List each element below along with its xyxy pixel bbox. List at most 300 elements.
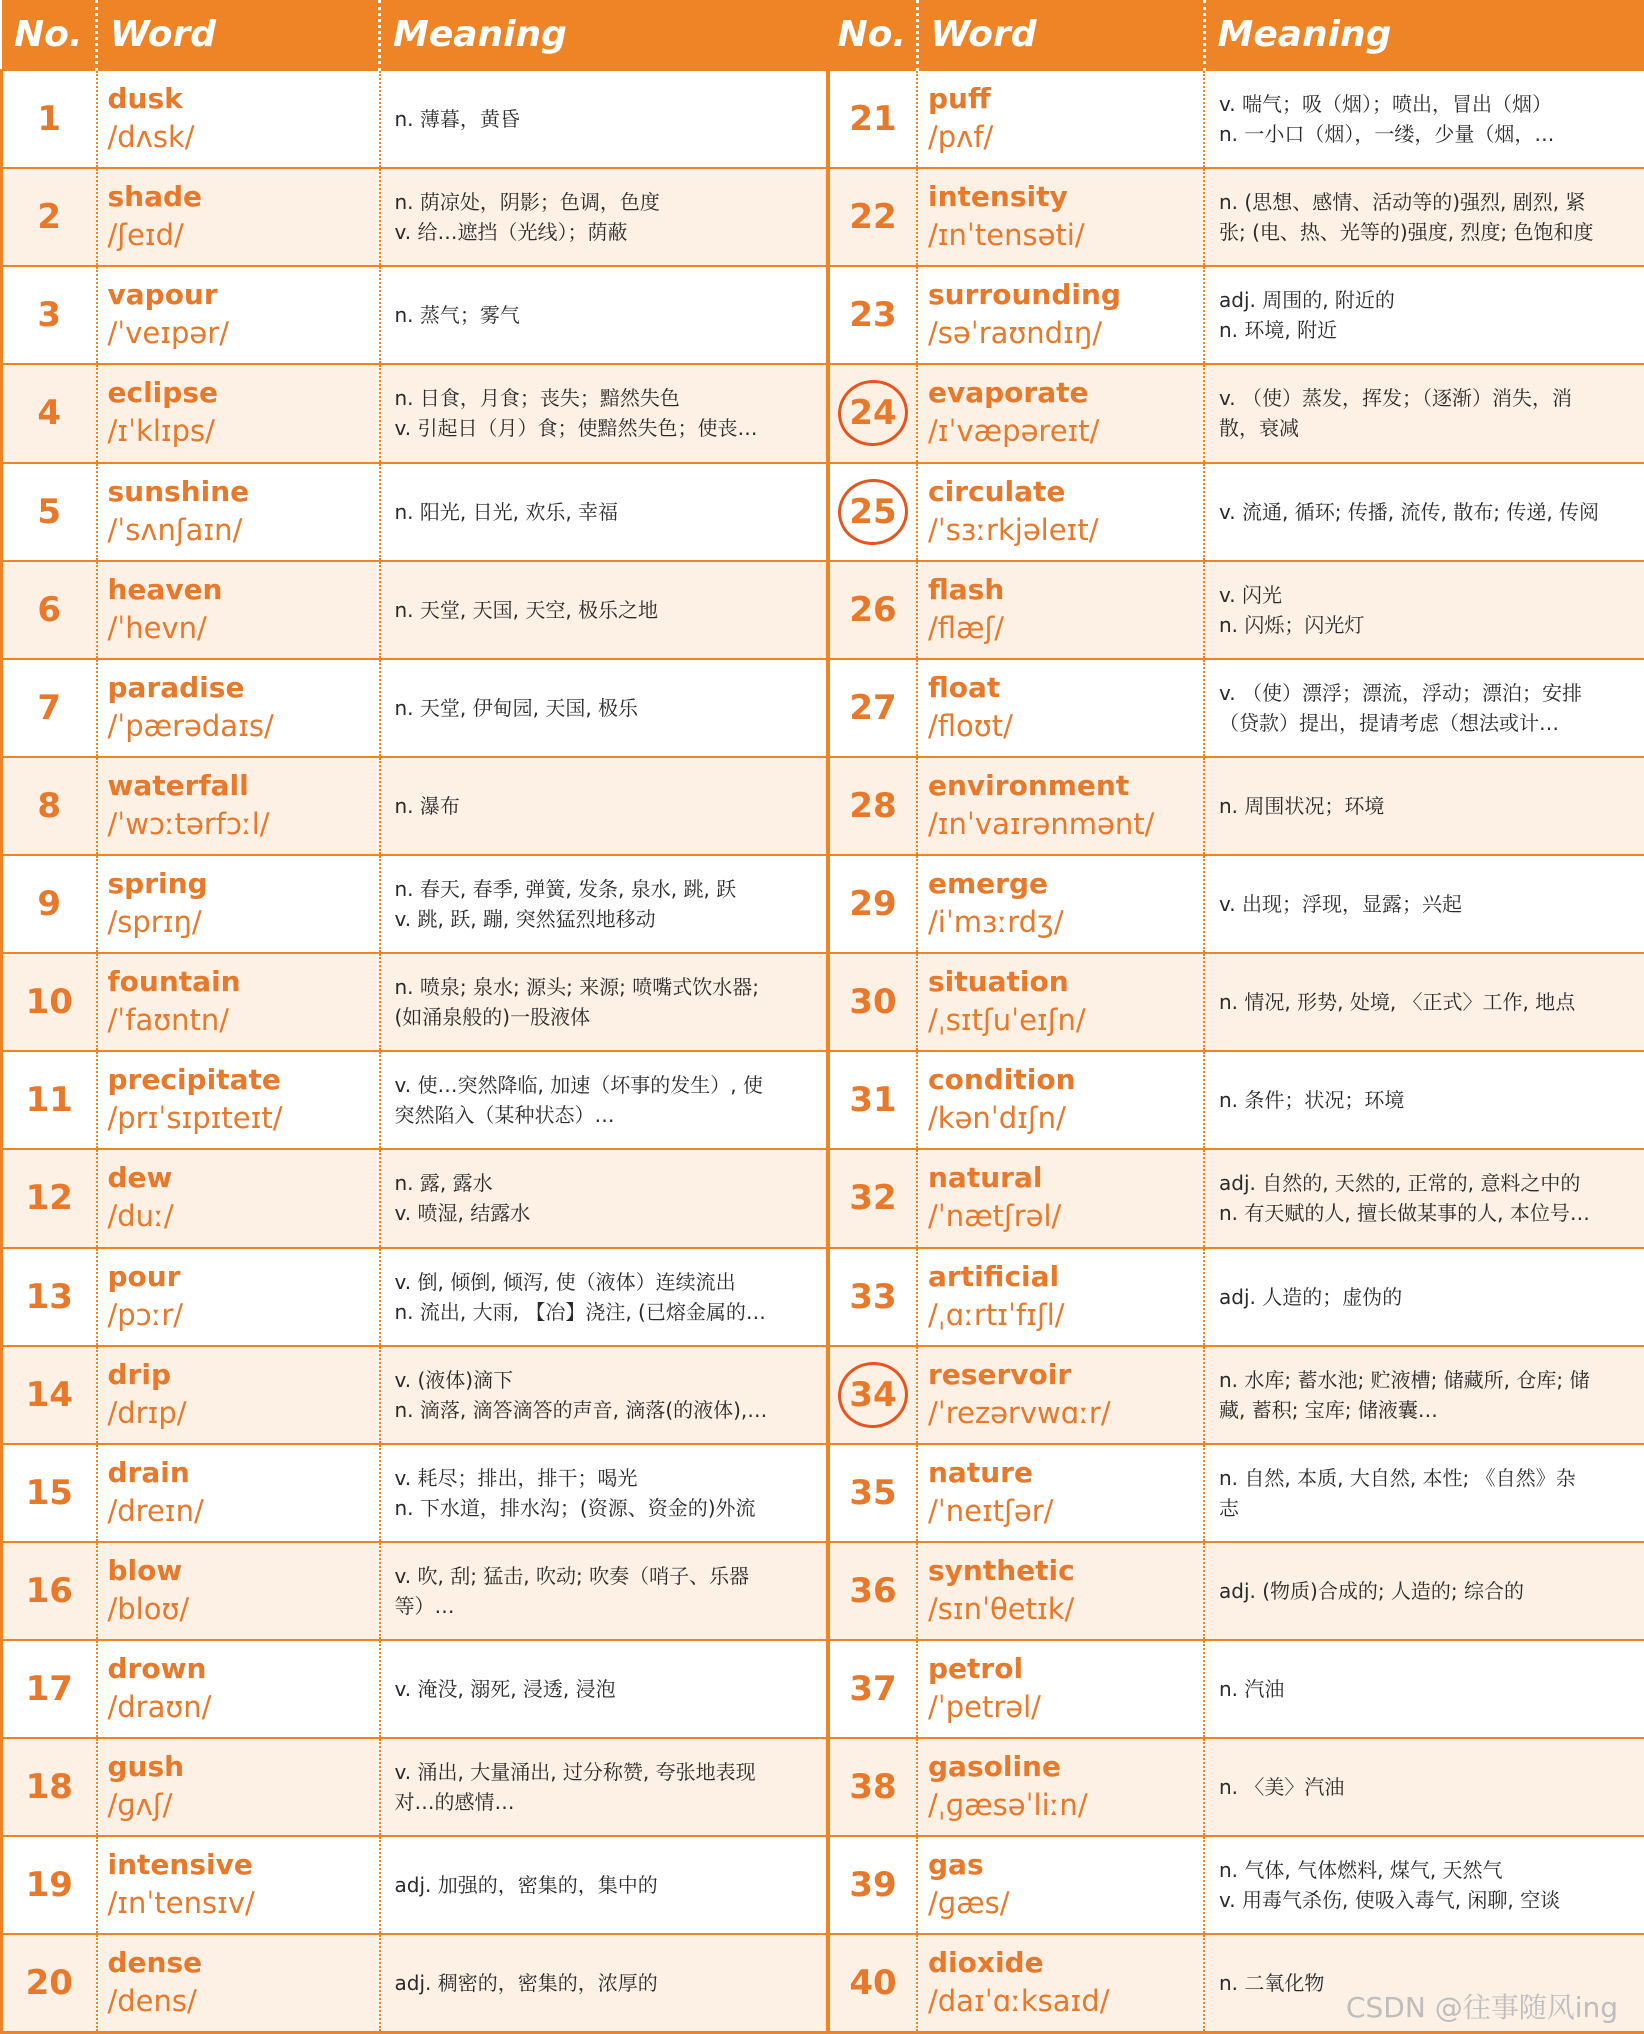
table-row <box>2 1934 828 2032</box>
meaning-line: n. 阳光, 日光, 欢乐, 幸福 <box>394 499 619 524</box>
meaning-line: adj. 周围的, 附近的 <box>1219 288 1395 313</box>
word-text: puff <box>928 82 991 116</box>
table-row <box>2 1346 828 1444</box>
entry-number-text: 21 <box>849 99 897 140</box>
phonetic-text: /flæʃ/ <box>928 610 1005 645</box>
meaning-line: n. 天堂, 伊甸园, 天国, 极乐 <box>394 695 639 720</box>
word-cell <box>917 1640 1204 1738</box>
word-text: spring <box>107 867 208 901</box>
entry-number <box>828 1051 917 1149</box>
word-cell <box>97 1248 380 1346</box>
entry-number-text: 2 <box>37 197 62 238</box>
entry-number <box>828 1934 917 2032</box>
word-text: eclipse <box>107 376 218 410</box>
entry-number <box>2 168 97 266</box>
table-row <box>828 1346 1644 1444</box>
entry-number-text: 27 <box>849 687 897 728</box>
table-row <box>2 1051 828 1149</box>
phonetic-text: /sprɪŋ/ <box>107 905 202 940</box>
meaning-line: n. 气体, 气体燃料, 煤气, 天然气 <box>1219 1858 1503 1883</box>
meaning-line: v. (液体)滴下 <box>394 1367 514 1392</box>
phonetic-text: /ˈnætʃrəl/ <box>928 1199 1062 1234</box>
table-row <box>828 266 1644 364</box>
phonetic-text: /sɪnˈθetɪk/ <box>928 1591 1075 1626</box>
word-cell <box>97 659 380 757</box>
phonetic-text: /ˌɡæsəˈliːn/ <box>928 1788 1088 1823</box>
phonetic-text: /ˈneɪtʃər/ <box>928 1493 1054 1528</box>
word-text: paradise <box>107 670 245 704</box>
entry-number <box>2 855 97 953</box>
entry-number-text: 11 <box>25 1080 73 1121</box>
word-text: environment <box>928 768 1130 802</box>
word-cell <box>97 364 380 462</box>
entry-number <box>828 1444 917 1542</box>
meaning-line: v. （使）漂浮；漂流，浮动；漂泊；安排 <box>1219 680 1582 705</box>
meaning-cell <box>380 1542 828 1640</box>
phonetic-text: /ˈpærədaɪs/ <box>107 708 274 743</box>
entry-number-text: 32 <box>849 1178 897 1219</box>
entry-number-text: 39 <box>849 1865 897 1906</box>
meaning-cell <box>380 1640 828 1738</box>
word-cell <box>97 1149 380 1247</box>
phonetic-text: /daɪˈɑːksaɪd/ <box>928 1984 1110 2019</box>
word-text: fountain <box>107 965 241 999</box>
word-text: circulate <box>928 474 1066 508</box>
word-text: sunshine <box>107 474 250 508</box>
entry-number-text: 26 <box>849 589 897 630</box>
meaning-cell <box>1204 561 1644 659</box>
table-row <box>2 1444 828 1542</box>
entry-number-text: 40 <box>849 1963 897 2004</box>
meaning-line: v. 用毒气杀伤, 使吸入毒气, 闲聊, 空谈 <box>1219 1888 1561 1913</box>
meaning-cell <box>1204 1248 1644 1346</box>
header-meaning: Meaning <box>380 0 828 70</box>
entry-number-text: 28 <box>849 785 897 826</box>
meaning-line: n. 瀑布 <box>394 793 460 818</box>
word-cell <box>917 1149 1204 1247</box>
word-cell <box>917 1051 1204 1149</box>
meaning-cell <box>380 1836 828 1934</box>
meaning-line: adj. 自然的, 天然的, 正常的, 意料之中的 <box>1219 1171 1581 1196</box>
entry-number-text: 12 <box>25 1178 73 1219</box>
meaning-line: 藏, 蓄积; 宝库; 储液囊… <box>1219 1397 1438 1422</box>
word-cell <box>917 561 1204 659</box>
entry-number <box>828 1836 917 1934</box>
meaning-line: v. 跳, 跃, 蹦, 突然猛烈地移动 <box>394 907 656 932</box>
meaning-line: n. 环境, 附近 <box>1219 318 1338 343</box>
meaning-line: 对…的感情… <box>394 1790 515 1815</box>
entry-number <box>828 855 917 953</box>
entry-number <box>2 561 97 659</box>
word-cell <box>917 1934 1204 2032</box>
meaning-line: v. 引起日（月）食；使黯然失色；使丧… <box>394 416 758 441</box>
table-row <box>828 1640 1644 1738</box>
entry-number <box>828 1542 917 1640</box>
word-cell <box>917 168 1204 266</box>
phonetic-text: /ˈfaʊntn/ <box>107 1003 230 1038</box>
meaning-line: n. 蒸气；雾气 <box>394 303 520 328</box>
word-cell <box>97 168 380 266</box>
entry-number-text: 10 <box>25 982 73 1023</box>
table-row <box>828 1444 1644 1542</box>
entry-number <box>2 1444 97 1542</box>
entry-number-text: 31 <box>849 1080 897 1121</box>
meaning-line: v. 倒, 倾倒, 倾泻, 使（液体）连续流出 <box>394 1269 736 1294</box>
table-row <box>2 1149 828 1247</box>
word-text: evaporate <box>928 376 1089 410</box>
meaning-line: adj. 稠密的，密集的，浓厚的 <box>394 1971 658 1996</box>
phonetic-text: /bloʊ/ <box>107 1591 190 1626</box>
meaning-cell <box>380 659 828 757</box>
phonetic-text: /ɡʌʃ/ <box>107 1788 173 1823</box>
entry-number-text: 9 <box>37 884 62 925</box>
entry-number-text: 20 <box>25 1963 73 2004</box>
meaning-line: n. 一小口（烟），一缕，少量（烟，… <box>1219 122 1555 147</box>
word-cell <box>917 1836 1204 1934</box>
word-cell <box>917 1248 1204 1346</box>
entry-number <box>2 757 97 855</box>
word-text: gasoline <box>928 1750 1061 1784</box>
phonetic-text: /dens/ <box>107 1984 197 2019</box>
entry-number <box>828 1738 917 1836</box>
table-row <box>2 1542 828 1640</box>
word-cell <box>97 757 380 855</box>
table-row <box>828 953 1644 1051</box>
phonetic-text: /ɪnˈtensəti/ <box>928 218 1085 253</box>
meaning-cell <box>1204 1640 1644 1738</box>
word-text: waterfall <box>107 768 249 802</box>
table-row <box>828 168 1644 266</box>
meaning-line: n. 水库; 蓄水池; 贮液槽; 储藏所, 仓库; 储 <box>1219 1367 1590 1392</box>
meaning-line: n. 滴落, 滴答滴答的声音, 滴落(的液体),… <box>394 1397 768 1422</box>
entry-number <box>828 1248 917 1346</box>
word-text: artificial <box>928 1259 1060 1293</box>
entry-number-text: 38 <box>849 1767 897 1808</box>
table-row <box>828 1738 1644 1836</box>
meaning-cell <box>1204 1346 1644 1444</box>
entry-number <box>828 561 917 659</box>
word-text: intensive <box>107 1848 253 1882</box>
entry-number-text: 1 <box>37 99 62 140</box>
meaning-line: v. 使…突然降临, 加速（坏事的发生）, 使 <box>394 1073 763 1098</box>
entry-number-text: 15 <box>25 1472 73 1513</box>
meaning-line: adj. 加强的，密集的，集中的 <box>394 1873 658 1898</box>
entry-number <box>2 463 97 561</box>
phonetic-text: /ʃeɪd/ <box>107 218 184 253</box>
meaning-cell <box>380 561 828 659</box>
meaning-cell <box>1204 757 1644 855</box>
meaning-cell <box>380 757 828 855</box>
entry-number <box>828 1640 917 1738</box>
entry-number-text: 13 <box>25 1276 73 1317</box>
meaning-cell <box>380 1346 828 1444</box>
phonetic-text: /duː/ <box>107 1199 174 1234</box>
phonetic-text: /ˈwɔːtərfɔːl/ <box>107 806 270 841</box>
meaning-line: n. 下水道，排水沟；(资源、资金的)外流 <box>394 1495 756 1520</box>
entry-number-text: 24 <box>849 393 897 434</box>
meaning-cell <box>1204 266 1644 364</box>
table-row <box>2 1836 828 1934</box>
meaning-line: v. 耗尽；排出，排干；喝光 <box>394 1465 638 1490</box>
word-text: dusk <box>107 82 183 116</box>
meaning-line: 志 <box>1219 1495 1239 1520</box>
word-text: shade <box>107 180 203 214</box>
word-cell <box>917 855 1204 953</box>
table-row <box>828 855 1644 953</box>
entry-number <box>828 1149 917 1247</box>
meaning-cell <box>1204 1444 1644 1542</box>
meaning-line: n. 闪烁；闪光灯 <box>1219 612 1365 637</box>
table-row <box>828 1149 1644 1247</box>
phonetic-text: /ɪˈvæpəreɪt/ <box>928 414 1100 449</box>
entry-number-text: 5 <box>37 491 62 532</box>
word-text: drip <box>107 1357 171 1391</box>
phonetic-text: /ˈsʌnʃaɪn/ <box>107 512 243 547</box>
meaning-line: n. 喷泉; 泉水; 源头; 来源; 喷嘴式饮水器; <box>394 975 760 1000</box>
entry-number-text: 3 <box>37 295 62 336</box>
meaning-line: v. 给…遮挡（光线）；荫蔽 <box>394 220 628 245</box>
table-row <box>2 266 828 364</box>
phonetic-text: /ɪˈklɪps/ <box>107 414 215 449</box>
meaning-cell <box>1204 855 1644 953</box>
meaning-cell <box>380 1248 828 1346</box>
phonetic-text: /pʌf/ <box>928 120 994 155</box>
word-cell <box>97 1444 380 1542</box>
phonetic-text: /ˈpetrəl/ <box>928 1690 1041 1725</box>
entry-number <box>828 168 917 266</box>
word-text: gas <box>928 1848 984 1882</box>
word-cell <box>917 757 1204 855</box>
table-row <box>828 1051 1644 1149</box>
word-text: float <box>928 670 1001 704</box>
meaning-line: adj. (物质)合成的; 人造的; 综合的 <box>1219 1578 1525 1603</box>
word-text: petrol <box>928 1652 1024 1686</box>
meaning-cell <box>380 168 828 266</box>
entry-number-text: 22 <box>849 197 897 238</box>
word-text: flash <box>928 572 1005 606</box>
phonetic-text: /pɔːr/ <box>107 1297 184 1332</box>
meaning-cell <box>380 1738 828 1836</box>
entry-number-text: 25 <box>849 491 897 532</box>
word-text: dense <box>107 1946 203 1980</box>
word-text: condition <box>928 1063 1076 1097</box>
word-cell <box>917 1738 1204 1836</box>
meaning-line: n. 条件；状况；环境 <box>1219 1088 1405 1113</box>
word-text: dew <box>107 1161 173 1195</box>
entry-number <box>2 1542 97 1640</box>
word-cell <box>917 1542 1204 1640</box>
word-text: precipitate <box>107 1063 281 1097</box>
meaning-cell <box>380 855 828 953</box>
entry-number-text: 17 <box>25 1669 73 1710</box>
meaning-line: v. 闪光 <box>1219 582 1282 607</box>
entry-number-text: 36 <box>849 1570 897 1611</box>
meaning-cell <box>380 1444 828 1542</box>
word-cell <box>97 1738 380 1836</box>
meaning-line: n. 情况, 形势, 处境, 〈正式〉工作, 地点 <box>1219 990 1576 1015</box>
meaning-cell <box>380 364 828 462</box>
entry-number-text: 19 <box>25 1865 73 1906</box>
phonetic-text: /ɪnˈtensɪv/ <box>107 1886 255 1921</box>
word-cell <box>97 1542 380 1640</box>
word-cell <box>97 70 380 168</box>
table-row <box>2 463 828 561</box>
phonetic-text: /ˌsɪtʃuˈeɪʃn/ <box>928 1003 1086 1038</box>
word-text: surrounding <box>928 278 1121 312</box>
word-text: vapour <box>107 278 218 312</box>
meaning-line: v. 流通, 循环; 传播, 流传, 散布; 传递, 传阅 <box>1219 499 1600 524</box>
meaning-line: 突然陷入（某种状态）… <box>394 1103 615 1128</box>
table-row <box>2 1640 828 1738</box>
word-text: drain <box>107 1455 190 1489</box>
phonetic-text: /floʊt/ <box>928 708 1013 743</box>
entry-number-text: 18 <box>25 1767 73 1808</box>
word-text: natural <box>928 1161 1043 1195</box>
meaning-cell <box>380 1051 828 1149</box>
entry-number-text: 33 <box>849 1276 897 1317</box>
entry-number <box>2 1640 97 1738</box>
entry-number <box>828 364 917 462</box>
meaning-cell <box>1204 1738 1644 1836</box>
entry-number-text: 34 <box>849 1374 897 1415</box>
entry-number-text: 30 <box>849 982 897 1023</box>
table-row <box>828 70 1644 168</box>
meaning-line: n. 薄暮，黄昏 <box>394 107 520 132</box>
entry-number <box>828 70 917 168</box>
table-row <box>2 855 828 953</box>
header-word: Word <box>97 0 380 70</box>
word-cell <box>97 1346 380 1444</box>
meaning-cell <box>380 266 828 364</box>
word-cell <box>917 70 1204 168</box>
phonetic-text: /səˈraʊndɪŋ/ <box>928 316 1103 351</box>
meaning-cell <box>1204 168 1644 266</box>
phonetic-text: /ɡæs/ <box>928 1886 1010 1921</box>
table-row <box>2 1248 828 1346</box>
word-cell <box>917 1444 1204 1542</box>
entry-number <box>2 953 97 1051</box>
meaning-line: n. 周围状况；环境 <box>1219 793 1385 818</box>
entry-number-text: 37 <box>849 1669 897 1710</box>
entry-number <box>2 659 97 757</box>
meaning-line: v. 喘气；吸（烟）；喷出，冒出（烟） <box>1219 92 1552 117</box>
table-row <box>828 659 1644 757</box>
entry-number <box>2 1346 97 1444</box>
meaning-cell <box>380 1934 828 2032</box>
word-cell <box>917 364 1204 462</box>
meaning-line: n. 汽油 <box>1219 1677 1285 1702</box>
table-row <box>2 757 828 855</box>
entry-number-text: 23 <box>849 295 897 336</box>
header-meaning: Meaning <box>1204 0 1644 70</box>
meaning-line: 张; (电、热、光等的)强度, 烈度; 色饱和度 <box>1219 220 1594 245</box>
table-row <box>2 168 828 266</box>
table-row <box>828 364 1644 462</box>
phonetic-text: /ˈhevn/ <box>107 610 207 645</box>
meaning-cell <box>1204 1542 1644 1640</box>
phonetic-text: /ˌɑːrtɪˈfɪʃl/ <box>928 1297 1065 1332</box>
word-text: intensity <box>928 180 1068 214</box>
phonetic-text: /dʌsk/ <box>107 120 195 155</box>
table-row <box>828 1248 1644 1346</box>
entry-number <box>2 1738 97 1836</box>
meaning-line: v. 涌出, 大量涌出, 过分称赞, 夸张地表现 <box>394 1760 756 1785</box>
entry-number-text: 35 <box>849 1472 897 1513</box>
meaning-line: n. 自然, 本质, 大自然, 本性; 《自然》杂 <box>1219 1465 1576 1490</box>
meaning-line: n. 日食，月食；丧失；黯然失色 <box>394 386 680 411</box>
word-text: situation <box>928 965 1069 999</box>
entry-number <box>828 266 917 364</box>
meaning-cell <box>380 463 828 561</box>
vocab-table-right <box>826 0 1644 2034</box>
table-row <box>2 659 828 757</box>
word-text: synthetic <box>928 1553 1075 1587</box>
entry-number-text: 14 <box>25 1374 73 1415</box>
phonetic-text: /draʊn/ <box>107 1690 212 1725</box>
table-row <box>2 1738 828 1836</box>
phonetic-text: /ˈveɪpər/ <box>107 316 229 351</box>
meaning-line: 散，衰减 <box>1219 416 1299 441</box>
entry-number <box>2 1934 97 2032</box>
meaning-line: adj. 人造的；虚伪的 <box>1219 1284 1403 1309</box>
word-cell <box>97 855 380 953</box>
meaning-cell <box>1204 659 1644 757</box>
word-cell <box>917 463 1204 561</box>
entry-number-text: 4 <box>37 393 62 434</box>
word-cell <box>917 953 1204 1051</box>
entry-number <box>2 1149 97 1247</box>
entry-number-text: 29 <box>849 884 897 925</box>
word-cell <box>917 1346 1204 1444</box>
entry-number <box>2 70 97 168</box>
entry-number <box>828 659 917 757</box>
entry-number <box>828 953 917 1051</box>
meaning-cell <box>380 1149 828 1247</box>
word-cell <box>97 561 380 659</box>
table-row <box>828 1542 1644 1640</box>
phonetic-text: /ˈrezərvwɑːr/ <box>928 1395 1111 1430</box>
watermark: CSDN @往事随风ing <box>1345 1991 1618 2024</box>
word-text: heaven <box>107 572 223 606</box>
entry-number <box>2 1051 97 1149</box>
word-text: emerge <box>928 867 1048 901</box>
word-cell <box>97 1934 380 2032</box>
word-text: dioxide <box>928 1946 1044 1980</box>
meaning-line: n. 二氧化物 <box>1219 1971 1325 1996</box>
entry-number <box>828 463 917 561</box>
entry-number-text: 8 <box>37 785 62 826</box>
word-cell <box>97 266 380 364</box>
meaning-cell <box>380 953 828 1051</box>
word-cell <box>97 463 380 561</box>
meaning-line: (如涌泉般的)一股液体 <box>394 1005 591 1030</box>
word-text: reservoir <box>928 1357 1072 1391</box>
phonetic-text: /prɪˈsɪpɪteɪt/ <box>107 1101 283 1136</box>
phonetic-text: /ɪnˈvaɪrənmənt/ <box>928 806 1155 841</box>
meaning-cell <box>1204 1836 1644 1934</box>
meaning-line: n. 流出, 大雨, 【冶】浇注, (已熔金属的… <box>394 1299 766 1324</box>
word-cell <box>917 659 1204 757</box>
meaning-line: v. 淹没, 溺死, 浸透, 浸泡 <box>394 1677 616 1702</box>
meaning-line: v. （使）蒸发，挥发；（逐渐）消失，消 <box>1219 386 1572 411</box>
table-row <box>828 757 1644 855</box>
phonetic-text: /iˈmɜːrdʒ/ <box>928 905 1064 940</box>
entry-number <box>2 364 97 462</box>
meaning-line: v. 出现；浮现，显露；兴起 <box>1219 892 1462 917</box>
entry-number-text: 6 <box>37 589 62 630</box>
word-cell <box>97 1051 380 1149</box>
meaning-cell <box>380 70 828 168</box>
